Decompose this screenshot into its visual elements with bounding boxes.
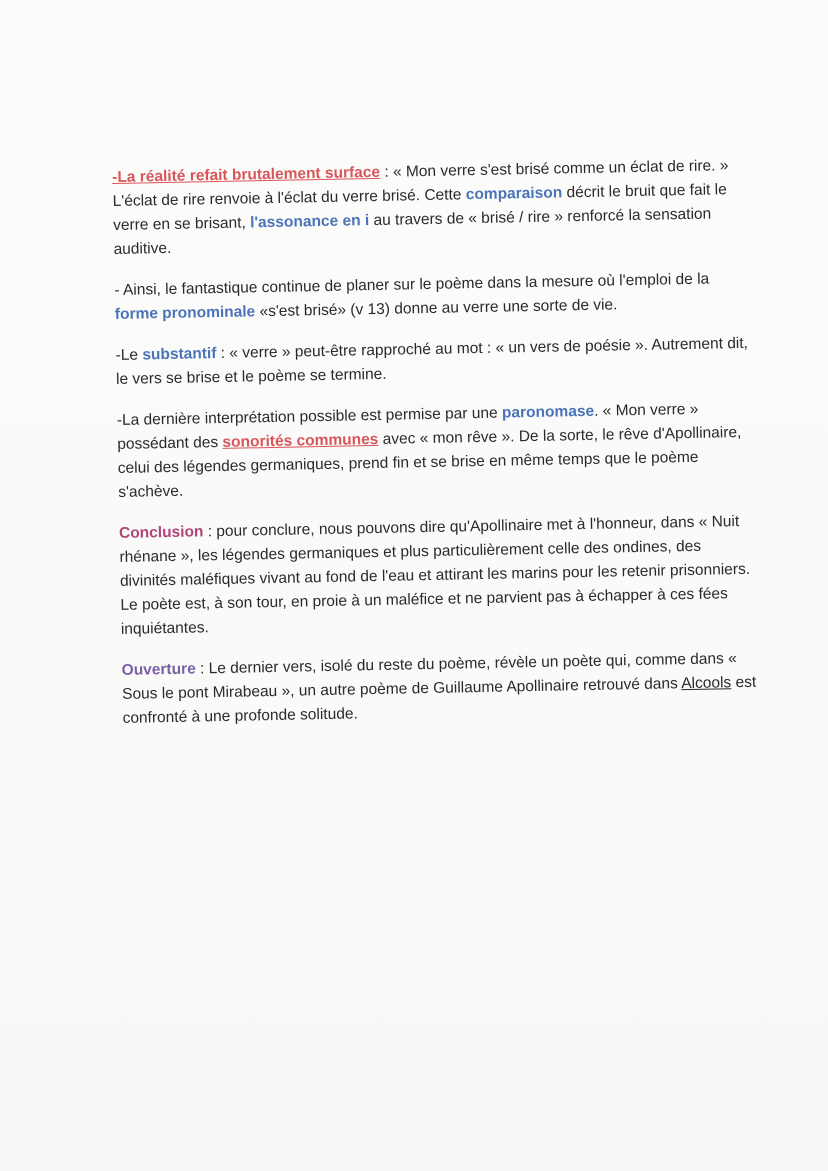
term-sonorites: sonorités communes bbox=[222, 430, 379, 451]
text-segment: -La dernière interprétation possible est permise par une bbox=[116, 404, 503, 429]
conclusion-text: : pour conclure, nous pouvons dire qu'Apollinaire met à l'honneur, dans « Nuit rhénane », les légendes germaniques et plus particulièrement celle des ondines, des divinités maléfiques vivant au fond de l'eau et attirant les marins pour les retenir prisonniers. Le poète est, à son tour, en proie à un maléfice et ne parvient pas à échapper à ces fées inquiétantes. bbox=[119, 513, 751, 638]
paragraph-fantastic bbox=[114, 267, 755, 327]
text-segment: «s'est brisé» (v 13) donne au verre une sorte de vie. bbox=[255, 296, 618, 321]
text-segment: -Le bbox=[115, 346, 143, 364]
paragraph-ouverture bbox=[121, 647, 762, 731]
text-segment: au travers de « brisé / rire » renforcé la sensation auditive. bbox=[113, 205, 712, 258]
ouverture-label: Ouverture bbox=[121, 660, 196, 679]
text-segment: : Le dernier vers, isolé du reste du poème, révèle un poète qui, comme dans « Sous le pont Mirabeau », un autre poème de Guillaume Apollinaire retrouvé dans bbox=[121, 650, 737, 703]
term-substantif: substantif bbox=[142, 345, 217, 364]
term-comparaison: comparaison bbox=[465, 184, 563, 204]
text-segment: . « Mon verre » possédant des bbox=[117, 400, 699, 453]
text-segment: : « verre » peut-être rapproché au mot : « un vers de poésie ». Autrement dit, le vers se brise et le poème se termine. bbox=[115, 334, 749, 388]
paragraph-paronomase bbox=[117, 397, 759, 505]
paragraph-substantif bbox=[115, 332, 756, 392]
text-segment: - Ainsi, le fantastique continue de planer sur le poème dans la mesure où l'emploi de la bbox=[114, 270, 710, 299]
term-paronomase: paronomase bbox=[501, 402, 595, 422]
term-assonance: l'assonance en i bbox=[249, 212, 370, 232]
text-segment: : « Mon verre s'est brisé comme un éclat de rire. » L'éclat de rire renvoie à l'éclat du verre brisé. Cette bbox=[112, 157, 729, 210]
paragraph-conclusion bbox=[119, 510, 761, 642]
paragraph-reality bbox=[112, 154, 754, 262]
text-segment: est confronté à une profonde solitude. bbox=[122, 673, 757, 727]
text-segment: avec « mon rêve ». De la sorte, le rêve d'Apollinaire, celui des légendes germaniques, prend fin et se brise en même temps que le poème s'achève. bbox=[117, 423, 742, 501]
heading-reality: -La réalité refait brutalement surface bbox=[112, 163, 381, 186]
text-segment: décrit le bruit que fait le verre en se brisant, bbox=[112, 181, 727, 234]
book-title: Alcools bbox=[681, 674, 732, 693]
term-forme-pronominale: forme pronominale bbox=[114, 303, 256, 323]
conclusion-label: Conclusion bbox=[118, 523, 204, 542]
document-body bbox=[112, 154, 763, 748]
